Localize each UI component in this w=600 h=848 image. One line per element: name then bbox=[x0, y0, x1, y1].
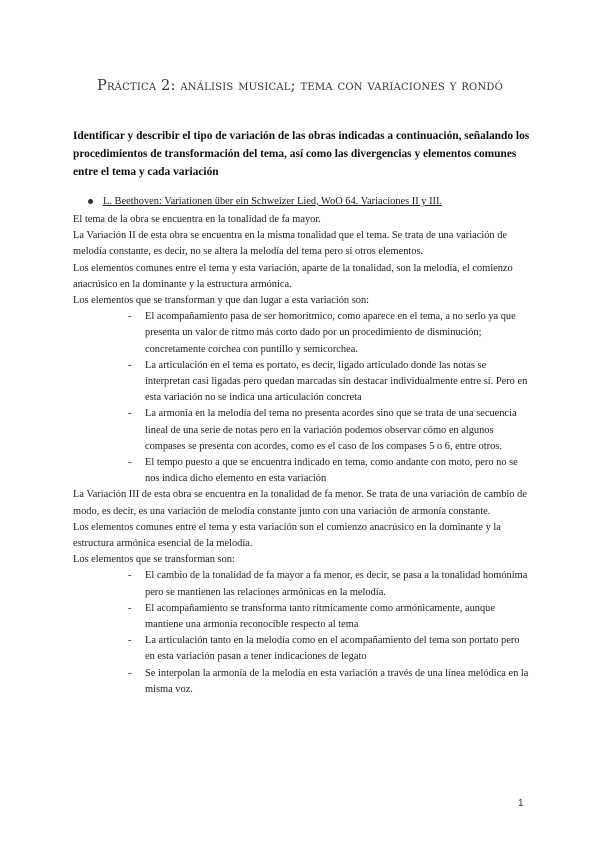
paragraph: La Variación III de esta obra se encuentra en la tonalidad de fa menor. Se trata de una variación de cambio de modo, es decir, es una variación de melodía constante junto con una variación de armonía constante. bbox=[73, 489, 527, 517]
page-title: Práctica 2: análisis musical; tema con variaciones y rondó bbox=[96, 78, 504, 94]
dash-list bbox=[73, 309, 529, 487]
bullet-icon bbox=[88, 199, 93, 204]
section-link[interactable]: L. Beethoven: Variationen über ein Schweizer Lied, WoO 64. Variaciones II y III. bbox=[103, 196, 443, 207]
list-item: - El cambio de la tonalidad de fa mayor a fa menor, es decir, se pasa a la tonalidad homónima pero se mantienen las relaciones armónicas en la melodía. bbox=[145, 568, 529, 600]
list-item: - El acompañamiento pasa de ser homorítmico, como aparece en el tema, a no serlo ya que presenta un valor de ritmo más corto dado por un procedimiento de disminución; concretamente corchea con puntillo y semicorchea. bbox=[145, 309, 529, 358]
document-body bbox=[73, 212, 529, 698]
paragraph: Los elementos comunes entre el tema y esta variación son el comienzo anacrúsico en la dominante y la estructura armónica esencial de la melodía. bbox=[73, 521, 501, 550]
list-item: - La articulación en el tema es portato, es decir, ligado articulado donde las notas se interpretan casi ligadas pero quedan marcadas sin destacar individualmente entre sí. Pero en esta variación no se indica una articulación concreta bbox=[145, 358, 529, 407]
list-item: - El acompañamiento se transforma tanto rítmicamente como armónicamente, aunque mantiene una armonía reconocible respecto al tema bbox=[145, 601, 529, 633]
list-item: - Se interpolan la armonía de la melodía en esta variación a través de una línea melódica en la misma voz. bbox=[145, 666, 529, 698]
paragraph: Los elementos comunes entre el tema y esta variación, aparte de la tonalidad, son la melodía, el comienzo anacrúsico en la dominante y la estructura armónica. bbox=[73, 262, 513, 290]
list-item: - La articulación tanto en la melodía como en el acompañamiento del tema son portato pero en esta variación pasan a tener indicaciones de legato bbox=[145, 633, 529, 665]
list-item: - El tempo puesto a que se encuentra indicado en tema, como andante con moto, pero no se nos indica dicho elemento en esta variación bbox=[145, 455, 529, 487]
paragraph: El tema de la obra se encuentra en la tonalidad de fa mayor. bbox=[73, 214, 321, 225]
paragraph: Los elementos que se transforman son: bbox=[73, 554, 235, 566]
section-bullet bbox=[88, 196, 442, 208]
page-number: 1 bbox=[518, 798, 524, 809]
paragraph: La Variación II de esta obra se encuentra en la misma tonalidad que el tema. Se trata de una variación de melodía constante, es decir, no se altera la melodía del tema pero sí otros elementos. bbox=[73, 230, 508, 258]
assignment-heading: Identificar y describir el tipo de variación de las obras indicadas a continuación, señalando los procedimientos de transformación del tema, así como las divergencias y elementos comunes entre el tema y cada variación bbox=[73, 130, 530, 178]
dash-list bbox=[73, 568, 529, 698]
list-item: - La armonía en la melodía del tema no presenta acordes sino que se trata de una secuencia lineal de una serie de notas pero en la variación podemos observar cómo en algunos compases se presenta con acordes, como es el caso de los compases 5 o 6, entre otros. bbox=[145, 406, 529, 455]
paragraph: Los elementos que se transforman y que dan lugar a esta variación son: bbox=[73, 295, 370, 307]
